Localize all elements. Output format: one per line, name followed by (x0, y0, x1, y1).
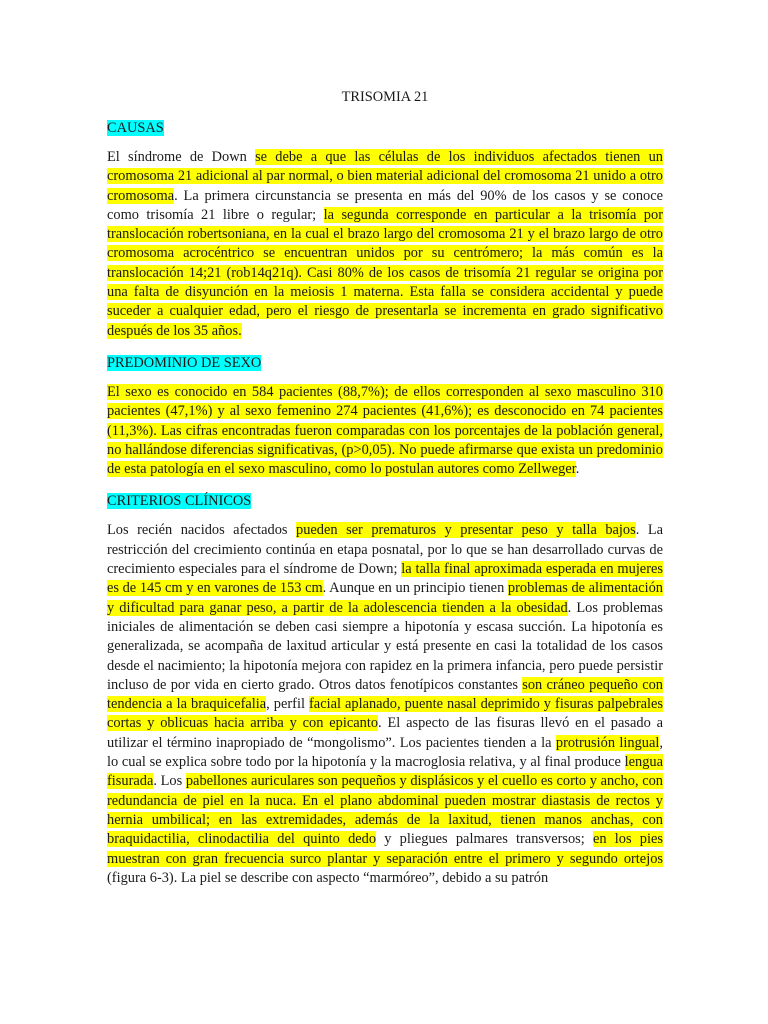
highlighted-text: son cráneo pequeño con tendencia a la braquicefalia (107, 676, 663, 713)
text-run: . El aspecto de las fisuras llevó en el pasado a utilizar el término inapropiado de “mongolismo”. Los pacientes tienden a la (107, 715, 663, 751)
text-run: Los recién nacidos afectados (107, 522, 297, 539)
highlighted-text: facial aplanado, puente nasal deprimido y fisuras palpebrales cortas y oblicuas hacia arriba y con epicanto (107, 696, 663, 732)
section-paragraph (107, 383, 663, 479)
highlighted-text: en los pies muestran con gran frecuencia surco plantar y separación entre el primero y segundo ortejos (107, 831, 663, 867)
section-heading-label: PREDOMINIO DE SEXO (107, 354, 262, 371)
section-heading-predominio (107, 354, 663, 373)
text-run: . (575, 461, 580, 478)
section-heading-causas (107, 119, 663, 138)
highlighted-text: lengua fisurada (107, 754, 663, 790)
highlighted-text: se debe a que las células de los individuos afectados tienen un cromosoma 21 adicional al par normal, o bien material adicional del cromosoma 21 unido a otro cromosoma (107, 149, 664, 204)
highlighted-text: pabellones auriculares son pequeños y displásicos y el cuello es corto y ancho, con redundancia de piel en la nuca. En el plano abdominal pueden mostrar diastasis de rectos y hernia umbilical; en las extremidades, además de la laxitud, tienen manos anchas, con braquidactilia, clinodactilia del quinto dedo (107, 773, 663, 848)
section-heading-label: CAUSAS (107, 120, 164, 136)
highlighted-text: la segunda corresponde en particular a la trisomía por translocación robertsoniana, en la cual el brazo largo del cromosoma 21 y el brazo largo de otro cromosoma acrocéntrico se encuentran unidos por su centrómero; la más común es la translocación 14;21 (rob14q21q). Casi 80% de los casos de trisomía 21 regular se origina por una falta de disyunción en la meiosis 1 materna. Esta falla se considera accidental y puede suceder a cualquier edad, pero el riesgo de presentarla se incrementa en grado significativo después de los 35 años. (107, 206, 663, 339)
highlighted-text: El sexo es conocido en 584 pacientes (88,7%); de ellos corresponden al sexo masculino 310 pacientes (47,1%) y al sexo femenino 274 pacientes (41,6%); es desconocido en 74 pacientes (11,3%). Las cifras encontradas fueron comparadas con los porcentajes de la población general, no hallándose diferencias significativas, (p>0,05). No puede afirmarse que exista un predominio de esta patología en el sexo masculino, como lo postulan autores como Zellweger (107, 383, 663, 478)
highlighted-text: protrusión lingual (555, 734, 660, 751)
text-run: . Los problemas iniciales de alimentación se deben casi siempre a hipotonía y escasa succión. La hipotonía es generalizada, se acompaña de laxitud articular y está presente en casi la totalidad de los casos desde el nacimiento; la hipotonía mejora con rapidez en la primera infancia, pero puede persistir incluso de por vida en cierto grado. Otros datos fenotípicos constantes (107, 599, 663, 693)
section-paragraph (107, 148, 663, 341)
text-run: . Los (153, 773, 186, 790)
text-run: . La primera circunstancia se presenta en más del 90% de los casos y se conoce como trisomía 21 libre o regular; (107, 187, 663, 223)
section-paragraph (107, 521, 663, 888)
section-heading-criterios (107, 492, 663, 511)
highlighted-text: problemas de alimentación y dificultad para ganar peso, a partir de la adolescencia tienden a la obesidad (107, 580, 663, 616)
document-title: TRISOMIA 21 (341, 89, 429, 105)
text-run: El síndrome de Down (107, 149, 256, 165)
text-run: , lo cual se explica sobre todo por la hipotonía y la macroglosia relativa, y al final produce (107, 734, 663, 771)
section-heading-label: CRITERIOS CLÍNICOS (107, 493, 252, 510)
text-run: . La restricción del crecimiento continúa en etapa posnatal, por lo que se han desarrollado curvas de crecimiento especiales para el síndrome de Down; (107, 522, 663, 578)
text-run: , perfil (266, 696, 310, 713)
highlighted-text: la talla final aproximada esperada en mujeres es de 145 cm y en varones de 153 cm (107, 561, 663, 597)
text-run: . Aunque en un principio tienen (322, 580, 508, 597)
text-run: (figura 6-3). La piel se describe con aspecto “marmóreo”, debido a su patrón (107, 869, 549, 886)
highlighted-text: pueden ser prematuros y presentar peso y talla bajos (296, 522, 636, 539)
text-run: y pliegues palmares transversos; (376, 831, 593, 848)
